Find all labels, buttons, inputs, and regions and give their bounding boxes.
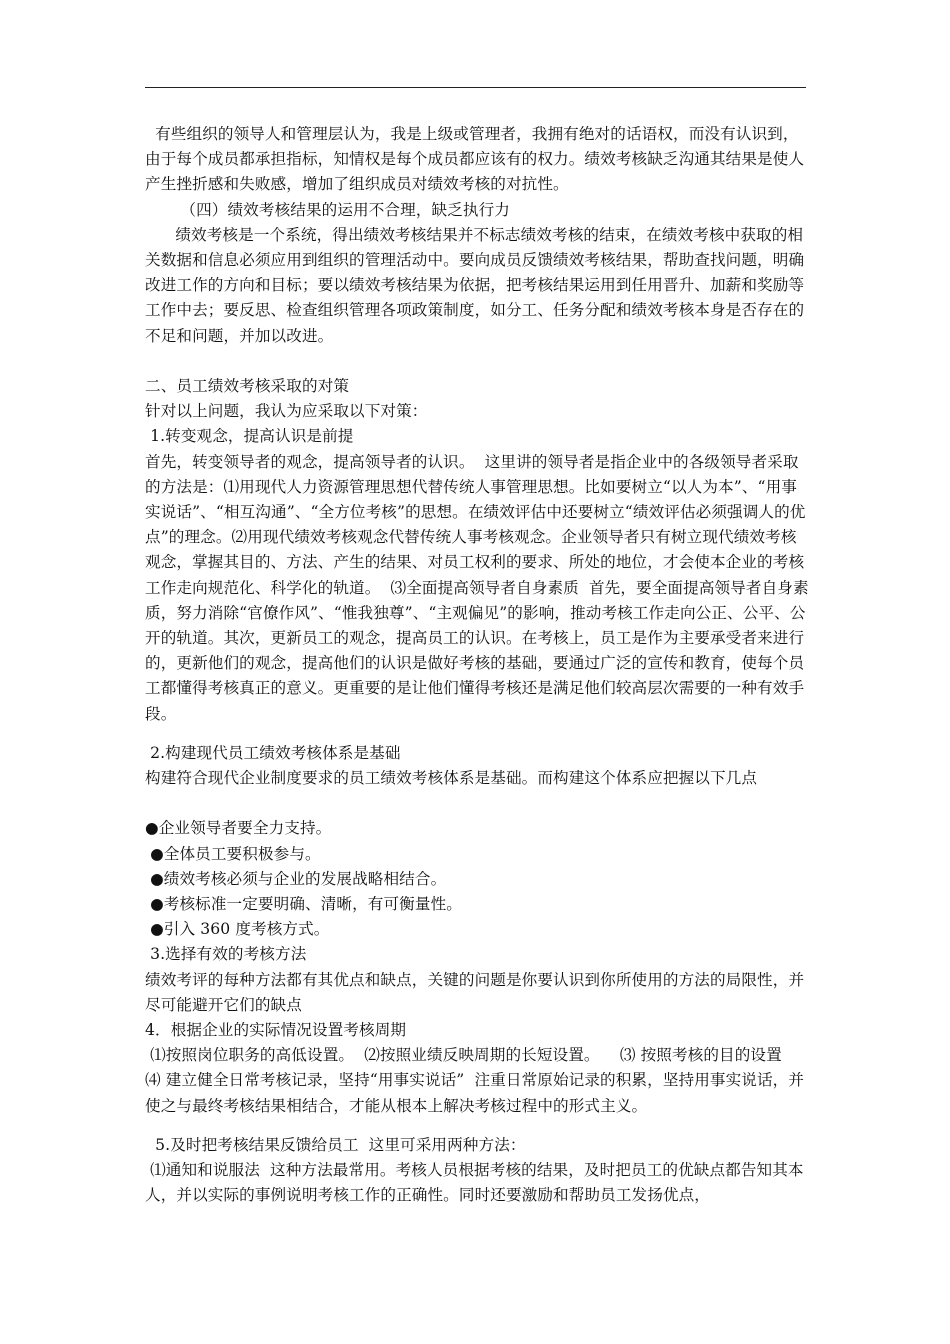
paragraph-intro: 针对以上问题，我认为应采取以下对策： bbox=[145, 402, 428, 421]
spacer bbox=[145, 791, 810, 816]
subheading-1: 1.转变观念，提高认识是前提 bbox=[145, 427, 354, 446]
paragraph-methods: 绩效考评的每种方法都有其优点和缺点，关键的问题是你要认识到你所使用的方法的局限性，并尽可能避开它们的缺点 bbox=[145, 970, 805, 1014]
paragraph-communication: 有些组织的领导人和管理层认为，我是上级或管理者，我拥有绝对的话语权，而没有认识到，由于每个成员都承担指标，知情权是每个成员都应该有的权力。绩效考核缺乏沟通其结果是使人产生挫折感和失败感，增加了组织成员对绩效考核的对抗性。 bbox=[145, 125, 805, 194]
paragraph-cycle: ⑴按照岗位职务的高低设置。 ⑵按照业绩反映周期的长短设置。 ⑶ 按照考核的目的设置 ⑷ 建立健全日常考核记录，坚持“用事实说话” 注重日常原始记录的积累，坚持用事实说话，并使之与最终考核结果相结合，才能从根本上解决考核过程中的形式主义。 bbox=[145, 1046, 805, 1115]
heading-section-4: （四）绩效考核结果的运用不合理，缺乏执行力 bbox=[145, 200, 510, 219]
spacer bbox=[145, 349, 810, 374]
document-body bbox=[145, 122, 810, 1209]
subheading-4: 4．根据企业的实际情况设置考核周期 bbox=[145, 1021, 407, 1040]
bullet-item: ●引入 360 度考核方式。 bbox=[145, 920, 330, 939]
paragraph-results-usage: 绩效考核是一个系统，得出绩效考核结果并不标志绩效考核的结束，在绩效考核中获取的相关数据和信息必须应用到组织的管理活动中。要向成员反馈绩效考核结果，帮助查找问题，明确改进工作的方向和目标；要以绩效考核结果为依据，把考核结果运用到任用晋升、加薪和奖励等工作中去；要反思、检查组织管理各项政策制度，如分工、任务分配和绩效考核本身是否存在的不足和问题，并加以改进。 bbox=[145, 225, 805, 345]
header-rule bbox=[145, 87, 806, 88]
subheading-2: 2.构建现代员工绩效考核体系是基础 bbox=[145, 743, 401, 762]
paragraph-system: 构建符合现代企业制度要求的员工绩效考核体系是基础。而构建这个体系应把握以下几点 bbox=[145, 769, 758, 788]
subheading-5: 5.及时把考核结果反馈给员工 这里可采用两种方法： bbox=[145, 1135, 526, 1154]
bullet-item: ●考核标准一定要明确、清晰，有可衡量性。 bbox=[145, 895, 462, 914]
spacer bbox=[145, 1119, 810, 1133]
bullet-item: ●绩效考核必须与企业的发展战略相结合。 bbox=[145, 869, 447, 888]
bullet-item: ●全体员工要积极参与。 bbox=[145, 844, 321, 863]
spacer bbox=[145, 727, 810, 741]
bullet-item: ●企业领导者要全力支持。 bbox=[145, 819, 332, 838]
paragraph-feedback: ⑴通知和说服法 这种方法最常用。考核人员根据考核的结果，及时把员工的优缺点都告知其本人，并以实际的事例说明考核工作的正确性。同时还要激励和帮助员工发扬优点， bbox=[145, 1161, 804, 1205]
paragraph-change-concepts: 首先，转变领导者的观念，提高领导者的认识。 这里讲的领导者是指企业中的各级领导者采取的方法是：⑴用现代人力资源管理思想代替传统人事管理思想。比如要树立“以人为本”、“用事实说话”、“相互沟通”、“全方位考核”的思想。在绩效评估中还要树立“绩效评估必须强调人的优点”的理念。⑵用现代绩效考核观念代替传统人事考核观念。企业领导者只有树立现代绩效考核观念，掌握其目的、方法、产生的结果、对员工权利的要求、所处的地位，才会使本企业的考核工作走向规范化、科学化的轨道。 ⑶全面提高领导者自身素质 首先，要全面提高领导者自身素质，努力消除“官僚作风”、“惟我独尊”、“主观偏见”的影响，推动考核工作走向公正、公平、公开的轨道。其次，更新员工的观念，提高员工的认识。在考核上，员工是作为主要承受者来进行的，更新他们的观念，提高他们的认识是做好考核的基础，要通过广泛的宣传和教育，使每个员工都懂得考核真正的意义。更重要的是让他们懂得考核还是满足他们较高层次需要的一种有效手段。 bbox=[145, 452, 809, 723]
subheading-3: 3.选择有效的考核方法 bbox=[145, 945, 307, 964]
heading-section-2: 二、员工绩效考核采取的对策 bbox=[145, 377, 350, 396]
